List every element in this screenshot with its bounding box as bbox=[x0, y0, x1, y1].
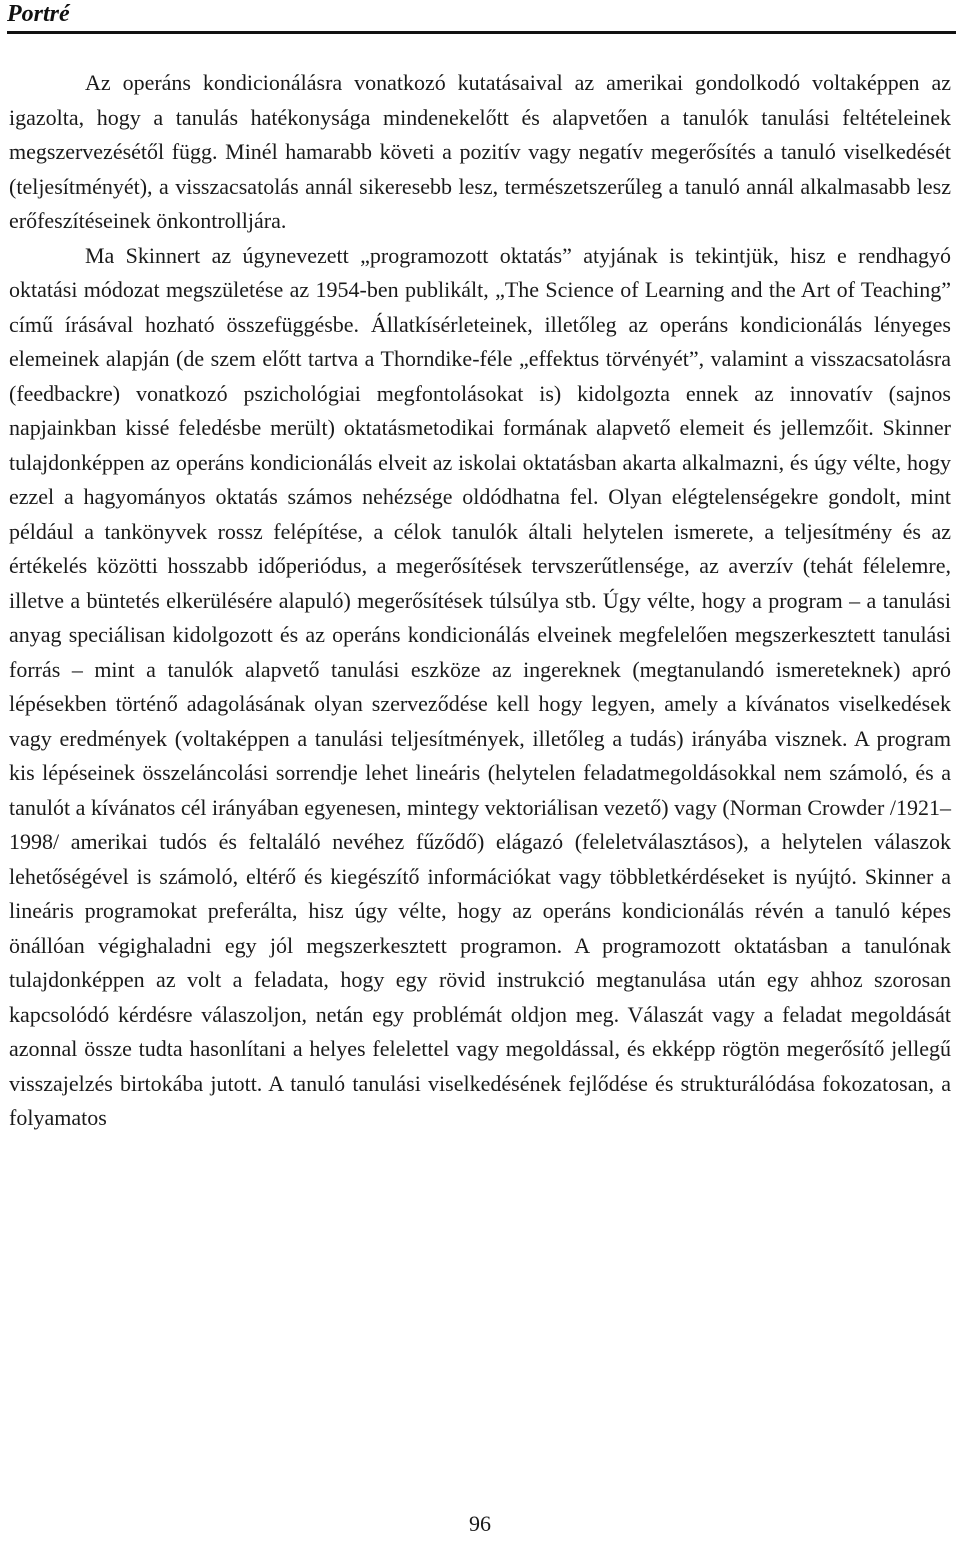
running-header-title: Portré bbox=[7, 1, 70, 27]
header-rule bbox=[7, 31, 956, 34]
paragraph: Ma Skinnert az úgynevezett „programozott oktatás” atyjának is tekintjük, hisz e rendhagyó oktatási módozat megszületése az 1954-ben publikált, „The Science of Learning and the Art of Teaching” című írásával hozható összefüggésbe. Állatkísérleteinek, illetőleg az operáns kondicionálás lényeges elemeinek alapján (de szem előtt tartva a Thorndike-féle „effektus törvényét”, valamint a visszacsatolásra (feedbackre) vonatkozó pszichológiai megfontolásokat is) kidolgozta ennek az innovatív (sajnos napjainkban kissé feledésbe merült) oktatásmetodikai formának alapvető elemeit és jellemzőit. Skinner tulajdonképpen az operáns kondicionálás elveit az iskolai oktatásban akarta alkalmazni, és úgy vélte, hogy ezzel a hagyományos oktatás számos nehézsége oldódhatna fel. Olyan elégtelenségekre gondolt, mint például a tankönyvek rossz felépítése, a célok tanulók általi helytelen ismerete, a teljesítmény és az értékelés közötti hosszabb időperiódus, a megerősítések tervszerűtlensége, az averzív (tehát félelemre, illetve a büntetés elkerülésére alapuló) megerősítések túlsúlya stb. Úgy vélte, hogy a program – a tanulási anyag speciálisan kidolgozott és az operáns kondicionálás elveinek megfelelően megszerkesztett tanulási forrás – mint a tanulók alapvető tanulási eszköze az ingereknek (megtanulandó ismereteknek) apró lépésekben történő adagolásának olyan szerveződése kell hogy legyen, amely a kívánatos viselkedések vagy eredmények (voltaképpen a tanulási teljesítmények, illetőleg a tudás) irányába visznek. A program kis lépéseinek összeláncolási sorrendje lehet lineáris (helytelen feladatmegoldásokkal nem számoló, és a tanulót a kívánatos cél irányában egyenesen, mintegy vektoriálisan vezető) vagy (Norman Crowder /1921–1998/ amerikai tudós és feltaláló nevéhez fűződő) elágazó (feleletválasztásos), a helytelen válaszok lehetőségével is számoló, eltérő és kiegészítő információkat vagy többletkérdéseket is nyújtó. Skinner a lineáris programokat preferálta, hisz úgy vélte, hogy az operáns kondicionálás révén a tanuló képes önállóan végighaladni egy jól megszerkesztett programon. A programozott oktatásban a tanulónak tulajdonképpen az volt a feladata, hogy egy rövid instrukció megtanulása után egy ahhoz szorosan kapcsolódó kérdésre válaszoljon, netán egy problémát oldjon meg. Válaszát vagy a feladat megoldását azonnal össze tudta hasonlítani a helyes felelettel vagy megoldással, és ekképp rögtön megerősítő jellegű visszajelzés birtokába jutott. A tanuló tanulási viselkedésének fejlődése és strukturálódása fokozatosan, a folyamatos bbox=[9, 242, 951, 1130]
page-number: 96 bbox=[469, 1511, 491, 1536]
article-body bbox=[9, 66, 951, 1136]
paragraph: Az operáns kondicionálásra vonatkozó kutatásaival az amerikai gondolkodó voltaképpen az igazolta, hogy a tanulás hatékonysága mindenekelőtt és alapvetően a tanulók tanulási feltételeinek megszervezésétől függ. Minél hamarabb követi a pozitív vagy negatív megerősítés a tanuló viselkedését (teljesítményét), a visszacsatolás annál sikeresebb lesz, természetszerűleg a tanuló annál alkalmasabb lesz erőfeszítéseinek önkontrolljára. bbox=[9, 70, 951, 233]
